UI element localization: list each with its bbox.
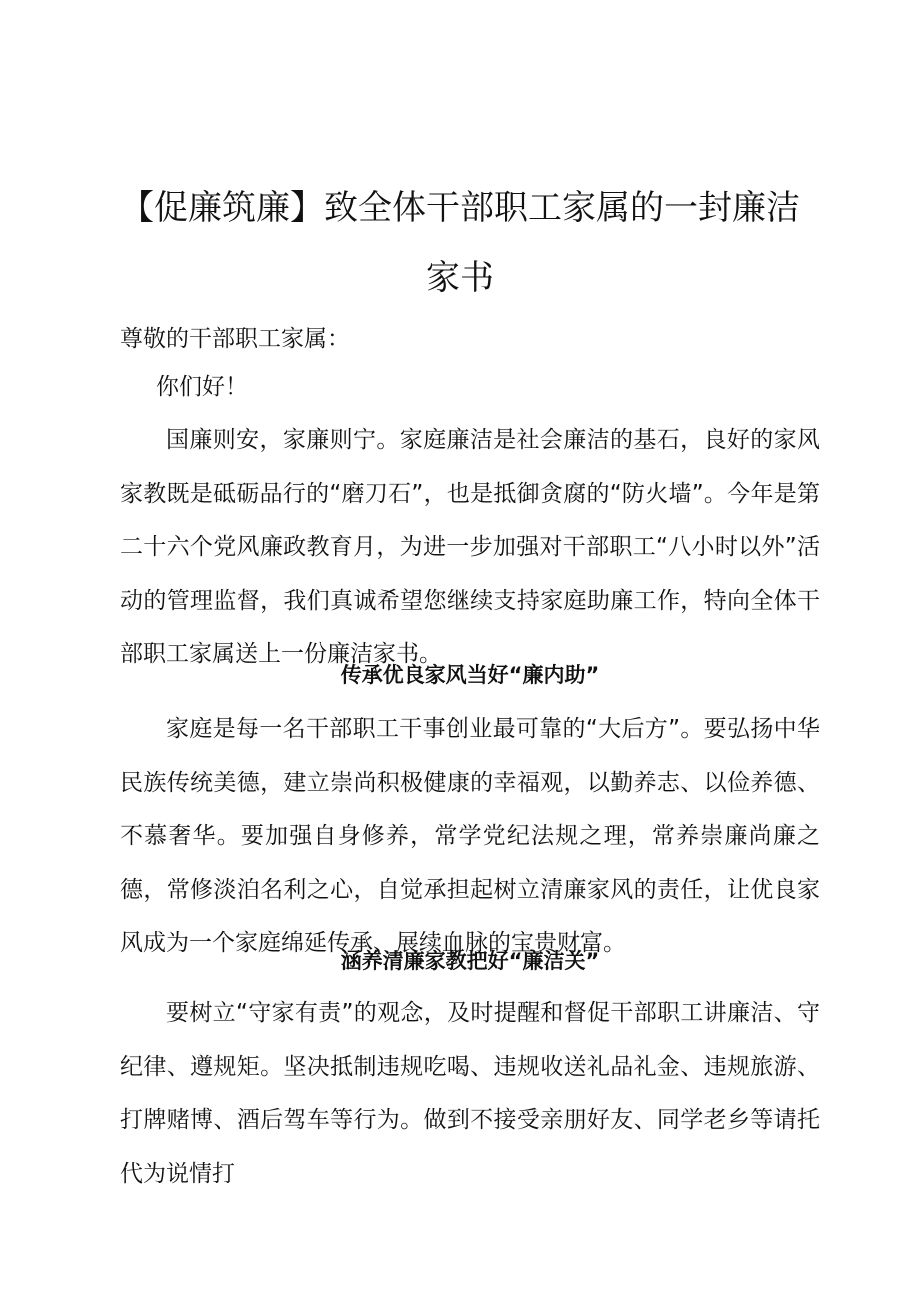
document-title-line-1: 【促廉筑廉】致全体干部职工家属的一封廉洁 (120, 188, 800, 228)
paragraph-family-style: 家庭是每一名干部职工干事创业最可靠的“大后方”。要弘扬中华民族传统美德，建立崇尚积极健康的幸福观，以勤养志、以俭养德、不慕奢华。要加强自身修养，常学党纪法规之理，常养崇廉尚廉之德，常修淡泊名利之心，自觉承担起树立清廉家风的责任，让优良家风成为一个家庭绵延传承、展续血脉的宝贵财富。 (120, 716, 820, 956)
section-heading-family-style: 传承优良家风当好“廉内助” (340, 663, 600, 687)
salutation: 尊敬的干部职工家属： (120, 326, 350, 352)
paragraph-family-education: 要树立“守家有责”的观念，及时提醒和督促干部职工讲廉洁、守纪律、遵规矩。坚决抵制违规吃喝、违规收送礼品礼金、违规旅游、打牌赌博、酒后驾车等行为。做到不接受亲朋好友、同学老乡等请托代为说情打 (120, 1000, 820, 1187)
paragraph-intro: 国廉则安，家廉则宁。家庭廉洁是社会廉洁的基石，良好的家风家教既是砥砺品行的“磨刀石”，也是抵御贪腐的“防火墙”。今年是第二十六个党风廉政教育月，为进一步加强对干部职工“八小时以外”活动的管理监督，我们真诚希望您继续支持家庭助廉工作，特向全体干部职工家属送上一份廉洁家书。 (120, 427, 820, 667)
document-title-line-2: 家书 (426, 258, 494, 298)
greeting: 你们好！ (156, 374, 248, 400)
section-heading-family-education: 涵养清廉家教把好“廉洁关” (340, 949, 600, 973)
